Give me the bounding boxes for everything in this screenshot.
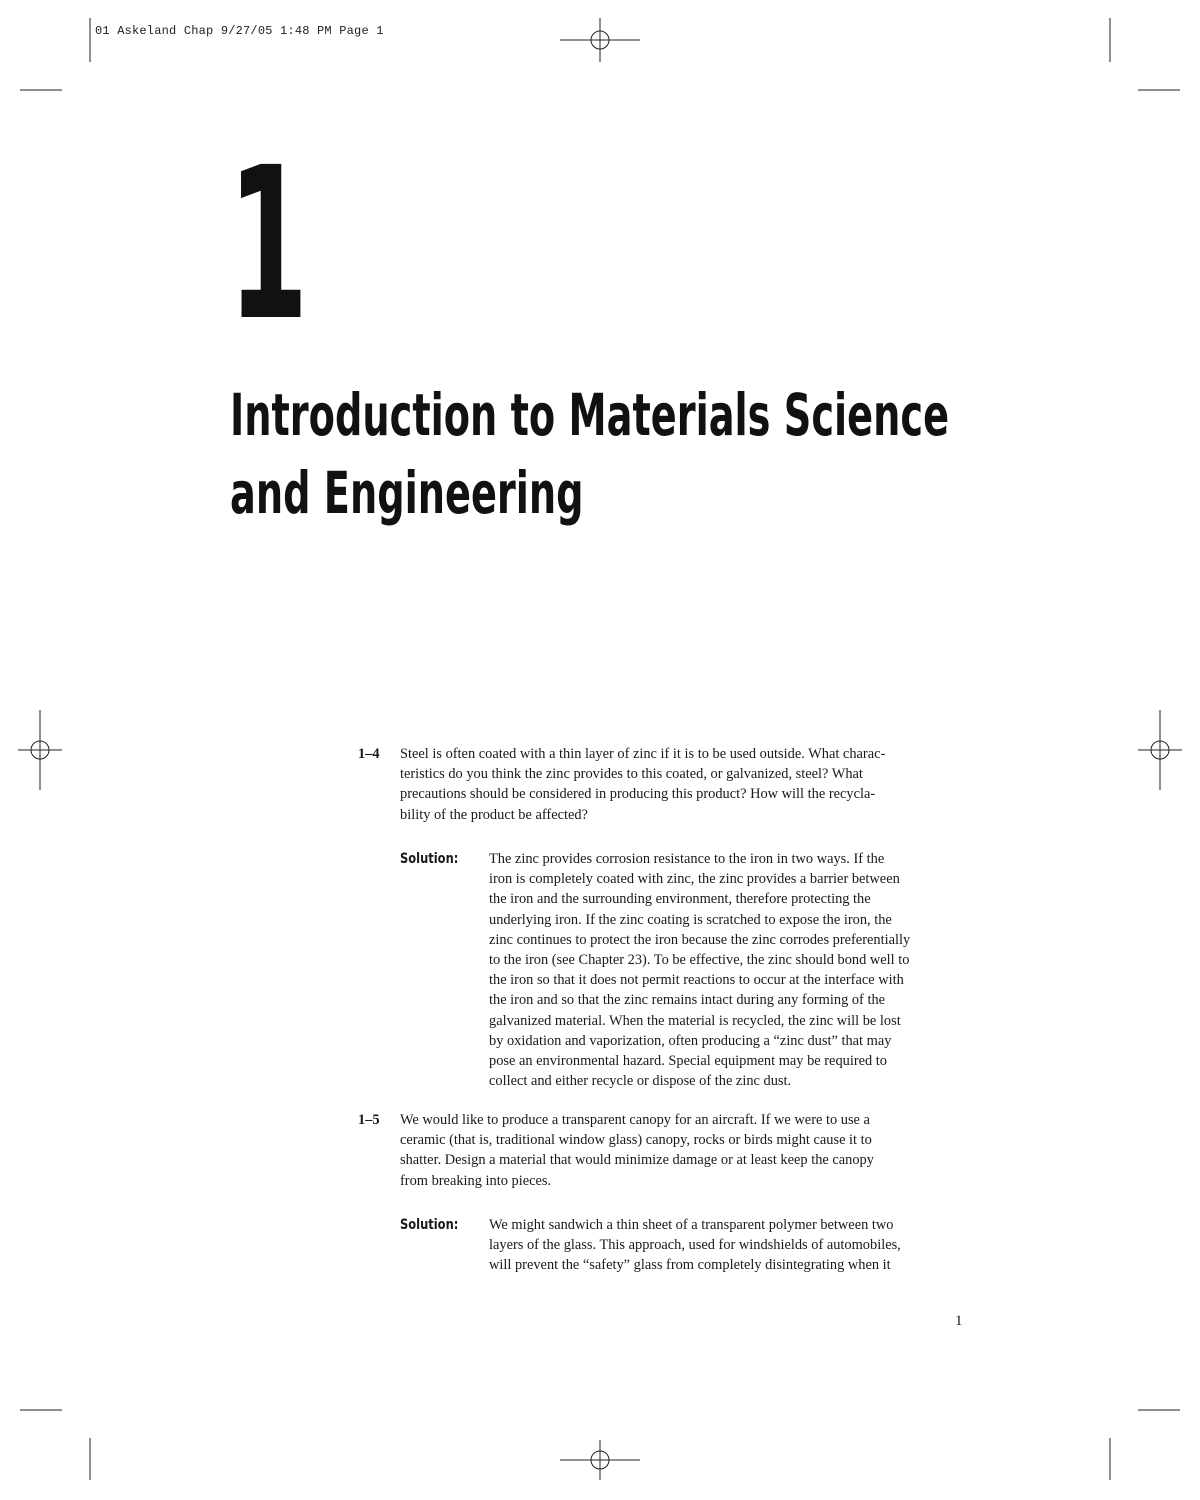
registration-mark-bottom — [560, 1440, 640, 1480]
registration-mark-top — [560, 18, 640, 62]
question-line: teristics do you think the zinc provides to this coated, or galvanized, steel? What — [400, 766, 863, 783]
chapter-title-line: Introduction to Materials Science — [230, 381, 950, 449]
question-line: We would like to produce a transparent canopy for an aircraft. If we were to use a — [400, 1112, 870, 1128]
solution-line: iron is completely coated with zinc, the zinc provides a barrier between — [489, 871, 900, 888]
solution-line: will prevent the “safety” glass from completely disintegrating when it — [489, 1257, 891, 1274]
solution-line: collect and either recycle or dispose of the zinc dust. — [489, 1073, 792, 1090]
question-line: Steel is often coated with a thin layer of zinc if it is to be used outside. What charac- — [400, 746, 886, 762]
problem-question — [400, 1110, 973, 1191]
page-number: 1 — [955, 1313, 963, 1329]
chapter-title-line: and Engineering — [230, 459, 584, 527]
chapter-number: 1 — [228, 122, 309, 367]
solution-label: Solution: — [400, 851, 459, 867]
problem-1-4 — [358, 744, 973, 825]
solution-1-5 — [400, 1215, 975, 1276]
solution-text — [489, 1215, 975, 1276]
question-line: shatter. Design a material that would minimize damage or at least keep the canopy — [400, 1152, 874, 1169]
problem-1-5 — [358, 1110, 973, 1191]
problem-number: 1–5 — [358, 1112, 380, 1128]
question-line: bility of the product be affected? — [400, 806, 588, 823]
solution-line: the iron and the surrounding environment, therefore protecting the — [489, 891, 871, 908]
solution-line: layers of the glass. This approach, used for windshields of automobiles, — [489, 1237, 901, 1254]
solution-text — [489, 849, 975, 1091]
solution-line: the iron and so that the zinc remains intact during any forming of the — [489, 992, 886, 1009]
problem-question — [400, 744, 973, 825]
solution-line: The zinc provides corrosion resistance to the iron in two ways. If the — [489, 851, 885, 867]
solution-label: Solution: — [400, 1217, 459, 1233]
solution-line: pose an environmental hazard. Special equipment may be required to — [489, 1053, 887, 1070]
question-line: ceramic (that is, traditional window glass) canopy, rocks or birds might cause it to — [400, 1132, 872, 1149]
print-slug: 01 Askeland Chap 9/27/05 1:48 PM Page 1 — [95, 24, 384, 38]
registration-mark-left — [18, 710, 62, 790]
registration-mark-right — [1138, 710, 1182, 790]
chapter-title — [230, 376, 949, 532]
question-line: precautions should be considered in producing this product? How will the recycla- — [400, 786, 876, 803]
solution-line: to the iron (see Chapter 23). To be effective, the zinc should bond well to — [489, 952, 910, 969]
solution-line: underlying iron. If the zinc coating is scratched to expose the iron, the — [489, 911, 892, 928]
solution-line: the iron so that it does not permit reactions to occur at the interface with — [489, 972, 904, 989]
solution-line: galvanized material. When the material is recycled, the zinc will be lost — [489, 1012, 901, 1029]
solution-line: zinc continues to protect the iron because the zinc corrodes preferentially — [489, 931, 911, 948]
solution-1-4 — [400, 849, 975, 1091]
question-line: from breaking into pieces. — [400, 1172, 552, 1189]
problem-number: 1–4 — [358, 746, 380, 762]
solution-line: We might sandwich a thin sheet of a transparent polymer between two — [489, 1217, 894, 1233]
solution-line: by oxidation and vaporization, often producing a “zinc dust” that may — [489, 1032, 892, 1049]
